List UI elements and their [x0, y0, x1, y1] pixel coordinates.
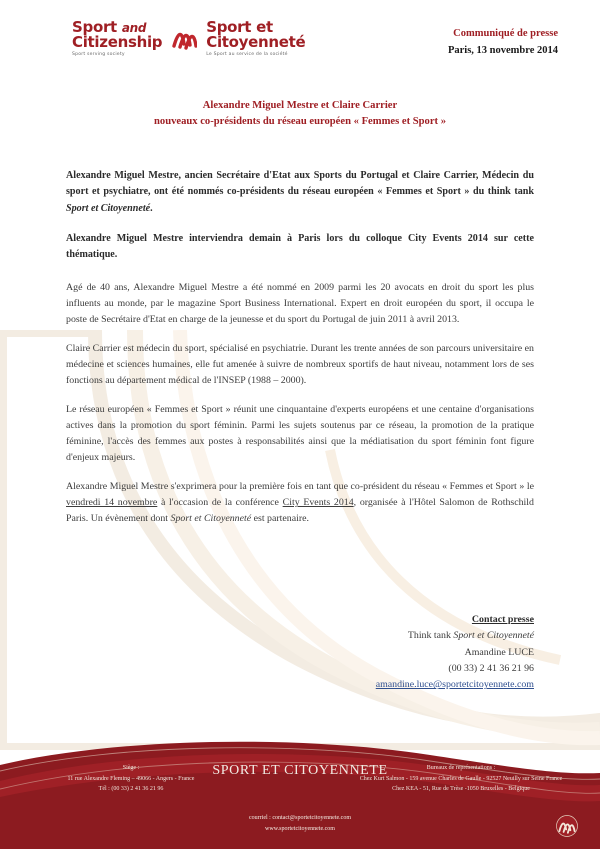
footer-brand: SPORT ET CITOYENNETE	[212, 763, 388, 778]
logo-left-and: and	[121, 21, 147, 35]
footer-head-office-title: Siège :	[122, 765, 140, 771]
paragraph-lead2: Alexandre Miguel Mestre interviendra demain à Paris lors du colloque City Events 2014 sur cette thématique.	[66, 233, 534, 261]
contact-heading: Contact presse	[471, 614, 534, 625]
footer-website[interactable]: www.sportetcitoyennete.com	[265, 825, 335, 832]
footer-contact	[0, 813, 600, 835]
paragraph-bio-carrier: Claire Carrier est médecin du sport, spécialisé en psychiatrie. Durant les trente années de son parcours universitaire en médecine et sciences humaines, elle fut amenée à suivre de nombreux sportifs de haut niveau, notamment lors de ses fonctions au département médical de l'INSEP (1988 – 2000).	[66, 342, 534, 387]
footer-branch-offices	[336, 763, 586, 795]
paragraph-lead	[66, 168, 534, 217]
event-date: vendredi 14 novembre	[66, 497, 158, 509]
contact-org-prefix: Think tank	[407, 630, 454, 642]
logo-right-line1: Sport et	[206, 18, 273, 36]
contact-block	[66, 612, 534, 694]
sport-citoyennete-logo	[206, 20, 305, 57]
page-title	[60, 98, 540, 131]
press-release-label: Communiqué de presse	[453, 28, 558, 39]
logo-left-line2: Citizenship	[72, 33, 163, 52]
logo-left-tagline: Sport serving society	[72, 51, 125, 57]
contact-email-link[interactable]: amandine.luce@sportetcitoyennete.com	[375, 679, 534, 691]
lead-italic-org: Sport et Citoyenneté	[66, 202, 151, 214]
logo-left-line1: Sport	[72, 18, 117, 36]
event-italic-org: Sport et Citoyenneté	[170, 513, 252, 525]
contact-organisation	[66, 628, 534, 644]
logo-lockup	[72, 20, 305, 57]
footer-head-office-phone: Tél : (00 33) 2 41 36 21 96	[98, 786, 164, 792]
lead-text-a: Alexandre Miguel Mestre, ancien Secrétaire d'Etat aux Sports du Portugal et Claire Carrier, Médecin du sport et psychiatre, ont été nommés co-présidents du réseau européen « Femmes et Sport » du think tank	[66, 170, 534, 198]
event-link[interactable]: City Events 2014	[282, 497, 354, 509]
document-body	[66, 158, 534, 540]
contact-person: Amandine LUCE	[464, 646, 534, 658]
press-release-meta	[448, 26, 558, 60]
footer-head-office	[26, 763, 236, 795]
event-text-a: Alexandre Miguel Mestre s'exprimera pour la première fois en tant que co-président du réseau « Femmes et Sport » le	[66, 481, 534, 493]
logo-right-tagline: Le Sport au service de la société	[206, 51, 288, 57]
document-footer	[0, 741, 600, 849]
page-title-line2: nouveaux co-présidents du réseau européen « Femmes et Sport »	[154, 116, 446, 128]
lead-text-b: .	[150, 202, 153, 214]
contact-org-italic: Sport et Citoyenneté	[453, 630, 534, 642]
contact-phone: (00 33) 2 41 36 21 96	[448, 663, 534, 675]
footer-head-office-address: 11 rue Alexandre Fleming – 49066 - Angers - France	[67, 775, 195, 782]
event-text-b: à l'occasion de la conférence	[157, 497, 283, 509]
paragraph-bio-mestre: Agé de 40 ans, Alexandre Miguel Mestre a été nommé en 2009 parmi les 20 avocats en droit du sport les plus influents au monde, par le magazine Sport Business International. Expert en droit européen du sport, il occupa le poste de Secrétaire d'Etat en charge de la jeunesse et du sport du Portugal de juin 2011 à avril 2013.	[66, 281, 534, 325]
paragraph-network: Le réseau européen « Femmes et Sport » réunit une cinquantaine d'experts européens et une centaine d'organisations actives dans la promotion du sport féminin. Parmi les sujets soutenus par ce réseau, la promotion de la pratique féminine, l'accès des femmes aux postes à responsabilités ainsi que la médiatisation du sport féminin font figure d'enjeux majeurs.	[66, 404, 534, 464]
sport-citizenship-logo	[72, 20, 162, 57]
paragraph-event	[66, 479, 534, 527]
page-title-line1: Alexandre Miguel Mestre et Claire Carrier	[202, 100, 398, 111]
footer-branch-title: Bureaux de représentations :	[426, 765, 496, 771]
three-red-stripes-icon	[171, 26, 197, 52]
event-text-d: est partenaire.	[251, 513, 309, 525]
footer-branch-address-2: Chez KEA - 51, Rue de Trèse -1050 Bruxelles - Belgique	[392, 786, 530, 792]
press-release-date: Paris, 13 novembre 2014	[447, 44, 558, 56]
footer-email: courriel : contact@sportetcitoyennete.com	[249, 815, 351, 821]
event-text-c: , organisée à l'Hôtel Salomon de Rothschild Paris. Un évènement dont	[66, 497, 534, 525]
footer-three-red-stripes-icon	[556, 815, 578, 837]
document-header	[0, 18, 600, 80]
logo-right-line2: Citoyenneté	[206, 33, 306, 52]
footer-branch-address-1: Chez Kurt Salmon - 159 avenue Charles de Gaulle - 92527 Neuilly sur Seine France	[359, 775, 563, 782]
